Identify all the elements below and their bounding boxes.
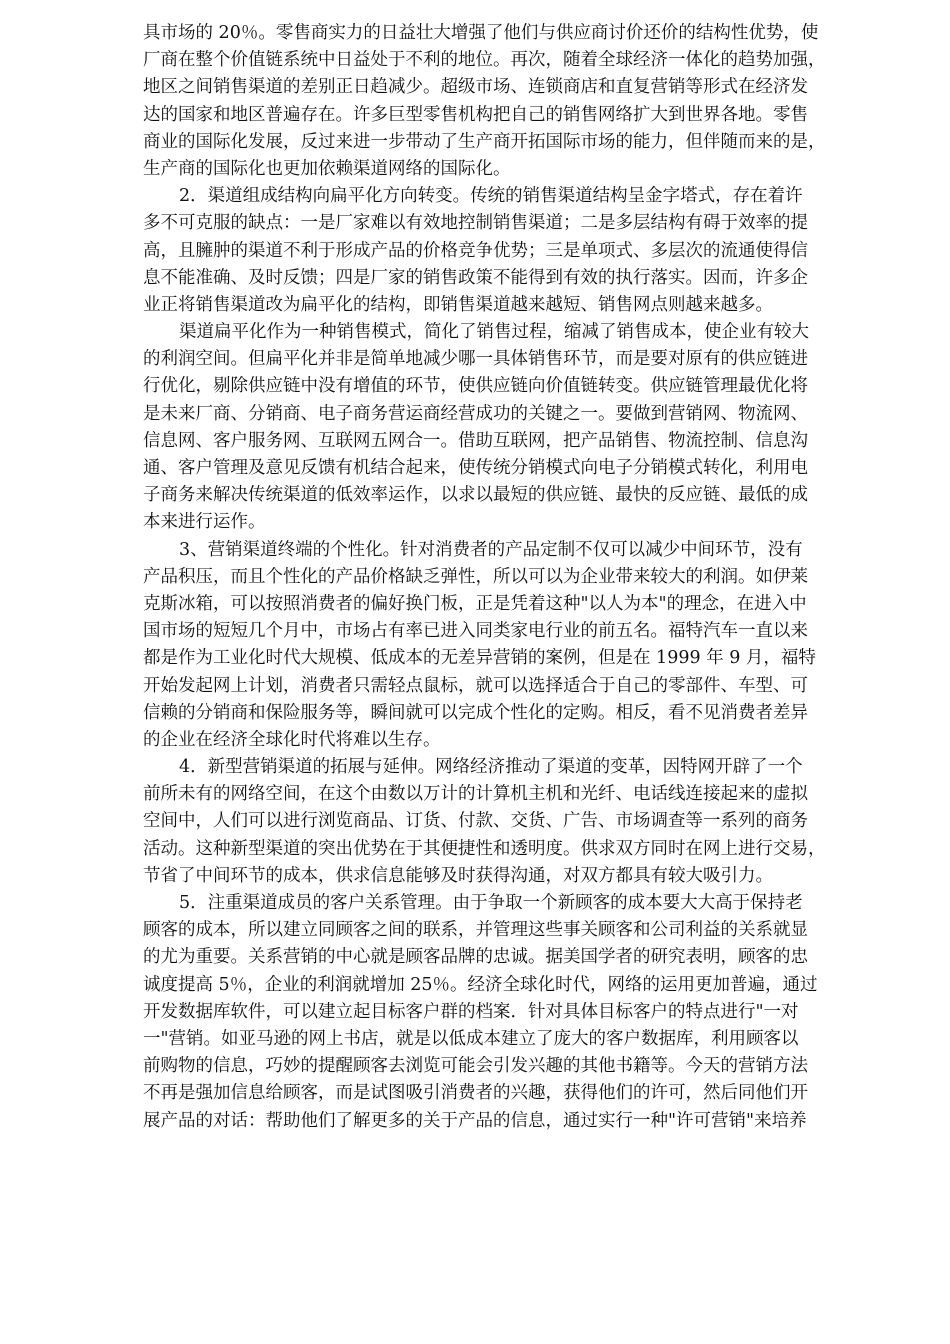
- paragraph-flattening: [143, 183, 883, 319]
- text-line: 的利润空间。但扁平化并非是简单地减少哪一具体销售环节，而是要对原有的供应链进: [143, 349, 808, 370]
- text-line: 行优化，剔除供应链中没有增值的环节，使供应链向价值链转变。供应链管理最优化将: [143, 376, 808, 397]
- text-line: 业正将销售渠道改为扁平化的结构，即销售渠道越来越短、销售网点则越来越多。: [143, 294, 773, 315]
- text-line: 前购物的信息，巧妙的提醒顾客去浏览可能会引发兴趣的其他书籍等。今天的营销方法: [143, 1056, 808, 1077]
- text-line: 克斯冰箱，可以按照消费者的偏好换门板，正是凭着这种"以人为本"的理念，在进入中: [143, 593, 807, 614]
- text-line: 本来进行运作。: [143, 512, 266, 533]
- text-line: 产品积压，而且个性化的产品价格缺乏弹性，所以可以为企业带来较大的利润。如伊莱: [143, 566, 808, 587]
- text-line: 顾客的成本，所以建立同顾客之间的联系，并管理这些事关顾客和公司利益的关系就显: [143, 920, 808, 941]
- paragraph-personalization: [143, 537, 883, 755]
- text-line: 诚度提高 5％，企业的利润就增加 25％。经济全球化时代，网络的运用更加普遍，通过: [143, 974, 818, 995]
- text-line: 开发数据库软件，可以建立起目标客户群的档案．针对具体目标客户的特点进行"一对: [143, 1001, 799, 1022]
- paragraph-market-continuation: [143, 20, 883, 183]
- text-line: 达的国家和地区普遍存在。许多巨型零售机构把自己的销售网络扩大到世界各地。零售: [143, 104, 808, 125]
- text-line: 国市场的短短几个月中，市场占有率已进入同类家电行业的前五名。福特汽车一直以来: [143, 621, 808, 642]
- text-line: 的尤为重要。关系营销的中心就是顾客品牌的忠诚。据美国学者的研究表明，顾客的忠: [143, 947, 808, 968]
- text-line: 2．渠道组成结构向扁平化方向转变。传统的销售渠道结构呈金字塔式，存在着许: [179, 186, 803, 207]
- paragraph-crm: [143, 890, 883, 1135]
- text-line: 渠道扁平化作为一种销售模式，简化了销售过程，缩减了销售成本，使企业有较大: [179, 322, 809, 343]
- text-line: 一"营销。如亚马逊的网上书店，就是以低成本建立了庞大的客户数据库，利用顾客以: [143, 1028, 799, 1049]
- text-line: 具市场的 20％。零售商实力的日益壮大增强了他们与供应商讨价还价的结构性优势，使: [143, 23, 819, 43]
- text-line: 厂商在整个价值链系统中日益处于不利的地位。再次，随着全球经济一体化的趋势加强，: [143, 50, 826, 71]
- text-line: 不再是强加信息给顾客，而是试图吸引消费者的兴趣，获得他们的许可，然后同他们开: [143, 1083, 808, 1104]
- text-line: 子商务来解决传统渠道的低效率运作，以求以最短的供应链、最快的反应链、最低的成: [143, 485, 808, 506]
- text-line: 地区之间销售渠道的差别正日趋减少。超级市场、连锁商店和直复营销等形式在经济发: [143, 77, 808, 98]
- text-line: 信息网、客户服务网、互联网五网合一。借助互联网，把产品销售、物流控制、信息沟: [143, 430, 808, 451]
- text-line: 5．注重渠道成员的客户关系管理。由于争取一个新顾客的成本要大大高于保持老: [179, 893, 803, 913]
- text-line: 息不能准确、及时反馈；四是厂家的销售政策不能得到有效的执行落实。因而，许多企: [143, 267, 808, 288]
- paragraph-new-channels: [143, 754, 883, 890]
- text-line: 生产商的国际化也更加依赖渠道网络的国际化。: [143, 158, 511, 179]
- text-line: 的企业在经济全球化时代将难以生存。: [143, 729, 441, 750]
- text-line: 节省了中间环节的成本，供求信息能够及时获得沟通，对双方都具有较大吸引力。: [143, 865, 773, 886]
- text-line: 活动。这种新型渠道的突出优势在于其便捷性和透明度。供求双方同时在网上进行交易，: [143, 838, 826, 859]
- text-line: 开始发起网上计划，消费者只需轻点鼠标，就可以选择适合于自己的零部件、车型、可: [143, 675, 808, 696]
- document-page: [143, 20, 883, 1135]
- text-line: 前所未有的网络空间，在这个由数以万计的计算机主机和光纤、电话线连接起来的虚拟: [143, 784, 808, 805]
- text-line: 4．新型营销渠道的拓展与延伸。网络经济推动了渠道的变革，因特网开辟了一个: [179, 757, 803, 778]
- text-line: 商业的国际化发展，反过来进一步带动了生产商开拓国际市场的能力，但伴随而来的是，: [143, 131, 826, 152]
- text-line: 是未来厂商、分销商、电子商务营运商经营成功的关键之一。要做到营销网、物流网、: [143, 403, 808, 424]
- text-line: 空间中，人们可以进行浏览商品、订货、付款、交货、广告、市场调查等一系列的商务: [143, 811, 808, 832]
- text-line: 信赖的分销商和保险服务等，瞬间就可以完成个性化的定购。相反，看不见消费者差异: [143, 702, 808, 723]
- paragraph-flattening-detail: [143, 319, 883, 537]
- text-line: 高，且臃肿的渠道不利于形成产品的价格竞争优势；三是单项式、多层次的流通使得信: [143, 240, 808, 261]
- text-line: 展产品的对话：帮助他们了解更多的关于产品的信息，通过实行一种"许可营销"来培养: [143, 1110, 807, 1131]
- text-line: 通、客户管理及意见反馈有机结合起来，使传统分销模式向电子分销模式转化，利用电: [143, 458, 808, 478]
- text-line: 都是作为工业化时代大规模、低成本的无差异营销的案例，但是在 1999 年 9 月，福特: [143, 648, 816, 669]
- text-line: 3、营销渠道终端的个性化。针对消费者的产品定制不仅可以减少中间环节，没有: [179, 539, 803, 560]
- text-line: 多不可克服的缺点：一是厂家难以有效地控制销售渠道；二是多层结构有碍于效率的提: [143, 213, 808, 234]
